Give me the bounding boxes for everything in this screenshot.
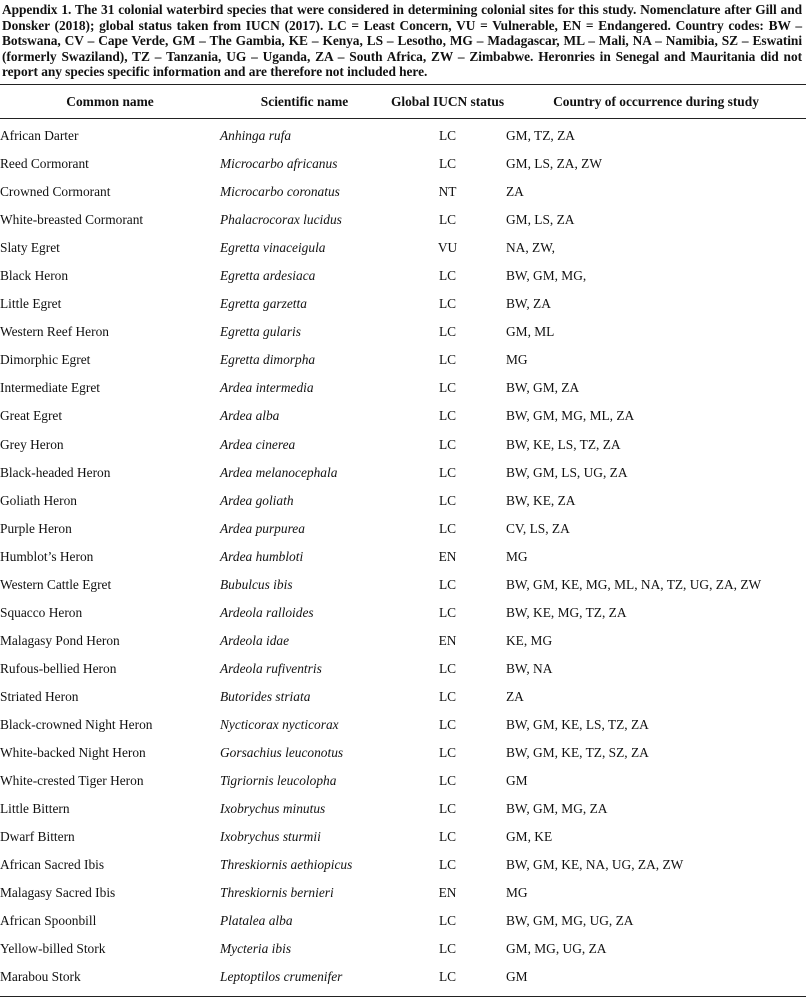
country-cell: CV, LS, ZA (506, 520, 570, 536)
scientific-name-cell: Platalea alba (220, 913, 293, 929)
iucn-status-cell: LC (438, 969, 457, 985)
scientific-name-cell: Egretta ardesiaca (220, 268, 316, 284)
common-name-cell: Crowned Cormorant (0, 184, 111, 200)
scientific-name-cell: Ardea cinerea (220, 436, 296, 452)
header-scientific-name: Scientific name (260, 93, 349, 109)
table-row (0, 935, 806, 963)
common-name-cell: Yellow-billed Stork (0, 941, 106, 957)
country-cell: ZA (506, 184, 524, 200)
common-name-cell: Black-crowned Night Heron (0, 717, 153, 732)
iucn-status-cell: VU (437, 240, 458, 256)
iucn-status-cell: LC (438, 688, 457, 704)
scientific-name-cell: Tigriornis leucolopha (220, 773, 337, 789)
country-cell: BW, GM, MG, ML, ZA (506, 408, 635, 424)
iucn-status-cell: LC (438, 492, 457, 508)
common-name-cell: Little Egret (0, 296, 62, 312)
iucn-status-cell: LC (438, 773, 457, 789)
country-cell: BW, GM, ZA (506, 380, 580, 396)
country-cell: BW, GM, LS, UG, ZA (506, 464, 628, 480)
scientific-name-cell: Ixobrychus sturmii (220, 829, 321, 845)
common-name-cell: Marabou Stork (0, 969, 81, 985)
iucn-status-cell: LC (438, 296, 457, 312)
country-cell: BW, KE, ZA (506, 492, 576, 508)
scientific-name-cell: Anhinga rufa (220, 128, 292, 144)
common-name-cell: Humblot’s Heron (0, 548, 94, 564)
common-name-cell: White-breasted Cormorant (0, 212, 144, 228)
table-row (0, 402, 806, 430)
table-row (0, 851, 806, 879)
common-name-cell: White-crested Tiger Heron (0, 773, 144, 789)
table-row (0, 346, 806, 374)
country-cell: GM (506, 773, 528, 789)
country-cell: BW, GM, MG, UG, ZA (506, 913, 634, 929)
iucn-status-cell: LC (438, 576, 457, 592)
common-name-cell: Western Reef Heron (0, 324, 109, 340)
common-name-cell: Reed Cormorant (0, 156, 89, 172)
table-row (0, 907, 806, 935)
country-cell: GM, MG, UG, ZA (506, 941, 607, 957)
table-row (0, 318, 806, 346)
iucn-status-cell: LC (438, 436, 457, 452)
common-name-cell: Malagasy Pond Heron (0, 632, 120, 648)
country-cell: BW, GM, KE, MG, ML, NA, TZ, UG, ZA, ZW (506, 576, 762, 592)
scientific-name-cell: Gorsachius leuconotus (220, 745, 344, 761)
scientific-name-cell: Egretta dimorpha (220, 352, 316, 368)
iucn-status-cell: LC (438, 156, 457, 172)
common-name-cell: Great Egret (0, 408, 63, 424)
table-bottom-rule (0, 996, 806, 997)
table-row (0, 627, 806, 655)
table-row (0, 374, 806, 402)
iucn-status-cell: EN (438, 632, 457, 648)
country-cell: GM (506, 969, 528, 985)
scientific-name-cell: Ardea humbloti (220, 548, 304, 564)
common-name-cell: Grey Heron (0, 436, 64, 452)
iucn-status-cell: LC (438, 408, 457, 424)
table-header-row (0, 87, 806, 116)
table-top-rule (0, 84, 806, 85)
country-cell: MG (506, 352, 528, 368)
country-cell: BW, ZA (506, 296, 551, 312)
country-cell: BW, GM, KE, LS, TZ, ZA (506, 717, 649, 732)
country-cell: MG (506, 548, 528, 564)
table-row (0, 795, 806, 823)
iucn-status-cell: EN (438, 885, 457, 901)
common-name-cell: Dimorphic Egret (0, 352, 91, 368)
common-name-cell: Dwarf Bittern (0, 829, 75, 845)
common-name-cell: African Sacred Ibis (0, 857, 105, 873)
common-name-cell: Malagasy Sacred Ibis (0, 885, 116, 901)
country-cell: BW, KE, MG, TZ, ZA (506, 604, 627, 620)
table-row (0, 683, 806, 711)
scientific-name-cell: Ardea goliath (220, 492, 294, 508)
table-row (0, 711, 806, 739)
country-cell: BW, KE, LS, TZ, ZA (506, 436, 621, 452)
table-row (0, 963, 806, 991)
table-row (0, 655, 806, 683)
common-name-cell: Intermediate Egret (0, 380, 101, 396)
header-country: Country of occurrence during study (553, 93, 759, 109)
table-row (0, 234, 806, 262)
country-cell: NA, ZW, (506, 240, 555, 256)
country-cell: MG (506, 885, 528, 901)
table-row (0, 487, 806, 515)
iucn-status-cell: LC (438, 913, 457, 929)
scientific-name-cell: Egretta gularis (220, 324, 301, 340)
scientific-name-cell: Bubulcus ibis (220, 576, 293, 592)
scientific-name-cell: Phalacrocorax lucidus (220, 212, 342, 228)
scientific-name-cell: Ardeola rufiventris (220, 660, 322, 676)
country-cell: BW, GM, KE, TZ, SZ, ZA (506, 745, 649, 761)
iucn-status-cell: NT (438, 184, 457, 200)
country-cell: GM, ML (506, 324, 555, 340)
species-table (0, 87, 806, 991)
table-row (0, 459, 806, 487)
iucn-status-cell: LC (438, 268, 457, 284)
table-row (0, 150, 806, 178)
iucn-status-cell: EN (438, 548, 457, 564)
iucn-status-cell: LC (438, 745, 457, 761)
common-name-cell: Little Bittern (0, 801, 70, 817)
country-cell: BW, NA (506, 660, 553, 676)
common-name-cell: Western Cattle Egret (0, 576, 112, 592)
common-name-cell: African Darter (0, 128, 79, 144)
scientific-name-cell: Butorides striata (220, 688, 311, 704)
common-name-cell: Black Heron (0, 268, 69, 284)
iucn-status-cell: LC (438, 380, 457, 396)
table-row (0, 879, 806, 907)
header-iucn-status: Global IUCN status (390, 93, 505, 109)
common-name-cell: Goliath Heron (0, 492, 77, 508)
scientific-name-cell: Mycteria ibis (220, 941, 292, 957)
country-cell: GM, TZ, ZA (506, 128, 575, 144)
scientific-name-cell: Microcarbo africanus (220, 156, 338, 172)
scientific-name-cell: Ardea melanocephala (220, 464, 338, 480)
country-cell: KE, MG (506, 632, 553, 648)
common-name-cell: Black-headed Heron (0, 464, 111, 480)
table-row (0, 515, 806, 543)
iucn-status-cell: LC (438, 829, 457, 845)
scientific-name-cell: Ardea purpurea (220, 520, 305, 536)
table-row (0, 116, 806, 150)
table-row (0, 599, 806, 627)
scientific-name-cell: Egretta vinaceigula (220, 240, 326, 256)
appendix-caption: Appendix 1. The 31 colonial waterbird species that were considered in determining colonial sites for this study. Nomenclature after Gill and Donsker (2018); global status taken from IUCN (2017). LC = Least Concern, VU = Vulnerable, EN = Endangered. Country codes: BW – Botswana, CV – Cape Verde, GM – The Gambia, KE – Kenya, LS – Lesotho, MG – Madagascar, ML – Mali, NA – Namibia, SZ – Eswatini (formerly Swaziland), TZ – Tanzania, UG – Uganda, ZA – South Africa, ZW – Zimbabwe. Heronries in Senegal and Mauritania did not report any species specific information and are therefore not included here. (2, 2, 802, 80)
common-name-cell: Rufous-bellied Heron (0, 660, 117, 676)
common-name-cell: Slaty Egret (0, 240, 60, 256)
scientific-name-cell: Nycticorax nycticorax (220, 717, 339, 732)
common-name-cell: White-backed Night Heron (0, 745, 146, 761)
table-body (0, 116, 806, 991)
scientific-name-cell: Leptoptilos crumenifer (220, 969, 343, 985)
common-name-cell: Squacco Heron (0, 604, 83, 620)
table-row (0, 206, 806, 234)
iucn-status-cell: LC (438, 212, 457, 228)
iucn-status-cell: LC (438, 128, 457, 144)
scientific-name-cell: Microcarbo coronatus (220, 184, 340, 200)
scientific-name-cell: Ixobrychus minutus (220, 801, 326, 817)
country-cell: ZA (506, 688, 524, 704)
iucn-status-cell: LC (438, 520, 457, 536)
header-common-name: Common name (66, 93, 154, 109)
table-row (0, 262, 806, 290)
iucn-status-cell: LC (438, 324, 457, 340)
iucn-status-cell: LC (438, 464, 457, 480)
country-cell: BW, GM, KE, NA, UG, ZA, ZW (506, 857, 684, 873)
country-cell: BW, GM, MG, (506, 268, 587, 284)
table-row (0, 543, 806, 571)
country-cell: GM, KE (506, 829, 553, 845)
iucn-status-cell: LC (438, 801, 457, 817)
iucn-status-cell: LC (438, 660, 457, 676)
country-cell: BW, GM, MG, ZA (506, 801, 608, 817)
scientific-name-cell: Egretta garzetta (220, 296, 307, 312)
iucn-status-cell: LC (438, 604, 457, 620)
iucn-status-cell: LC (438, 941, 457, 957)
country-cell: GM, LS, ZA, ZW (506, 156, 602, 172)
table-row (0, 431, 806, 459)
scientific-name-cell: Ardea intermedia (220, 380, 314, 396)
country-cell: GM, LS, ZA (506, 212, 575, 228)
iucn-status-cell: LC (438, 857, 457, 873)
common-name-cell: African Spoonbill (0, 913, 97, 929)
common-name-cell: Striated Heron (0, 688, 79, 704)
iucn-status-cell: LC (438, 352, 457, 368)
table-row (0, 739, 806, 767)
scientific-name-cell: Ardeola idae (220, 632, 290, 648)
table-row (0, 178, 806, 206)
table-row (0, 767, 806, 795)
scientific-name-cell: Ardeola ralloides (220, 604, 314, 620)
table-row (0, 571, 806, 599)
table-row (0, 823, 806, 851)
scientific-name-cell: Threskiornis bernieri (220, 885, 334, 901)
common-name-cell: Purple Heron (0, 520, 72, 536)
scientific-name-cell: Ardea alba (220, 408, 280, 424)
scientific-name-cell: Threskiornis aethiopicus (220, 857, 353, 873)
iucn-status-cell: LC (438, 717, 457, 732)
table-row (0, 290, 806, 318)
